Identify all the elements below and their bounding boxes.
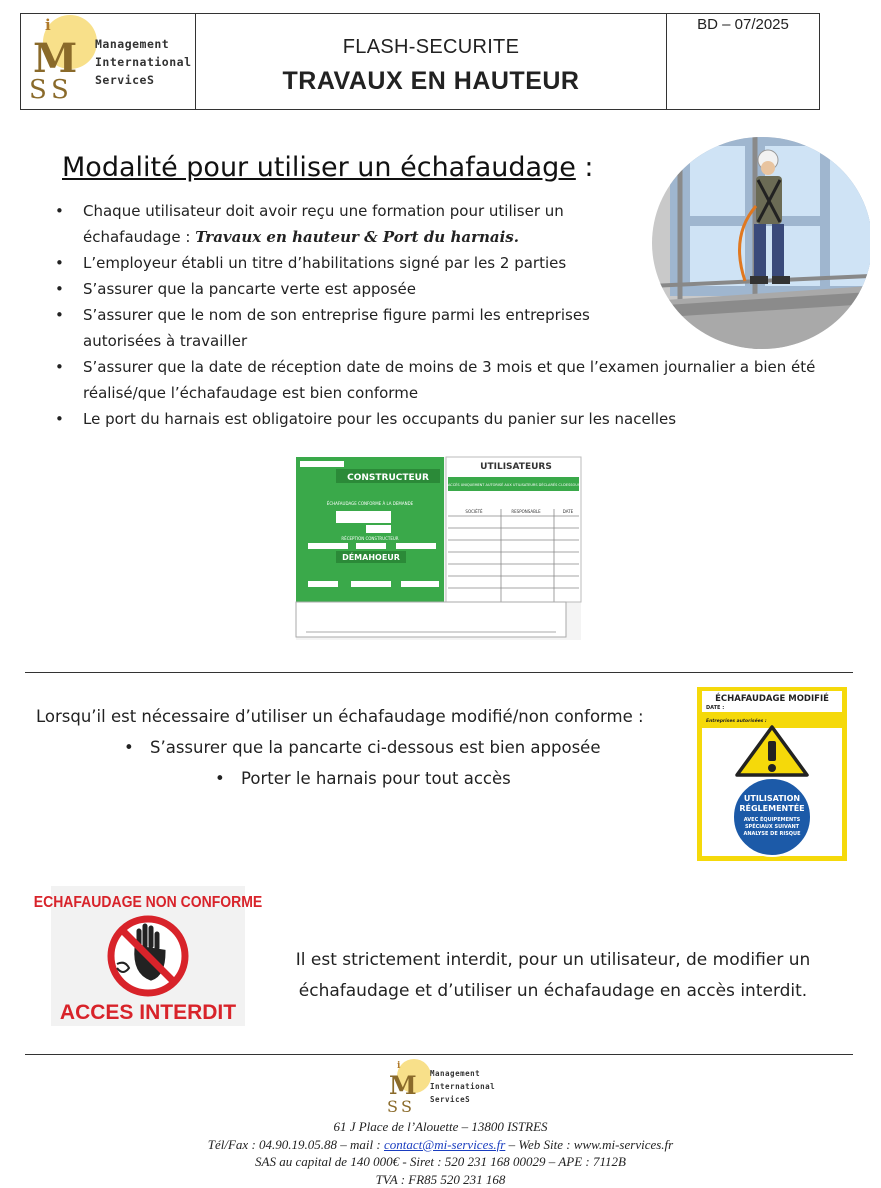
header-title-cell <box>196 14 667 109</box>
sign-circle-line1: UTILISATION <box>743 794 801 803</box>
header-logo-cell <box>21 14 196 109</box>
svg-text:S: S <box>401 1097 412 1116</box>
list-item-text: S’assurer que la pancarte verte est apposée <box>83 280 417 298</box>
footer-logo <box>386 1058 506 1118</box>
footer-logo-text-3: ServiceS <box>430 1094 471 1104</box>
logo-text-1: Management <box>95 37 170 51</box>
list-item-text: S’assurer que la date de réception date de moins de 3 mois et que l’examen journalier a bien été réalisé/que l’échafaudage est bien conforme <box>83 358 816 402</box>
section2-intro: Lorsqu’il est nécessaire d’utiliser un échafaudage modifié/non conforme : <box>36 707 644 726</box>
svg-text:S: S <box>387 1097 398 1116</box>
section3-text <box>268 945 838 1007</box>
list-item-emphasis: Travaux en hauteur & Port du harnais. <box>195 228 519 246</box>
footer-logo-text-1: Management <box>430 1069 481 1078</box>
list-item-text: Chaque utilisateur doit avoir reçu une formation pour utiliser un échafaudage : <box>83 202 564 246</box>
form-col1: SOCIÉTÉ <box>465 509 483 514</box>
footer-email-link[interactable]: contact@mi-services.fr <box>383 1136 506 1152</box>
access-forbidden-sign-image <box>33 886 263 1026</box>
company-logo <box>27 14 192 110</box>
footer-logo-text-2: International <box>430 1081 496 1091</box>
form-col2: RESPONSABLE <box>511 509 541 514</box>
sign-circle-line5: ANALYSE DE RISQUE <box>743 831 801 837</box>
form-right-sub: ACCÈS UNIQUEMENT AUTORISÉ AUX UTILISATEURS DÉCLARÉS CI-DESSOUS <box>447 483 581 487</box>
form-left-title: CONSTRUCTEUR <box>347 473 429 483</box>
header-table <box>20 13 820 110</box>
section2-bullet-2: • Porter le harnais pour tout accès <box>241 769 511 788</box>
sign-bottom-text: ACCES INTERDIT <box>59 1001 237 1024</box>
list-item <box>55 406 828 432</box>
footer-contact-prefix: Tél/Fax : 04.90.19.05.88 – mail : <box>207 1136 384 1152</box>
svg-text:S: S <box>51 75 69 105</box>
modified-scaffold-sign-image <box>697 687 847 861</box>
section3-text-line1: Il est strictement interdit, pour un utilisateur, de modifier un <box>295 950 811 970</box>
form-left-sub2: RÉCEPTION CONSTRUCTEUR <box>341 536 399 541</box>
footer-address: 61 J Place de l’Alouette – 13800 ISTRES <box>333 1119 548 1134</box>
footer-tva: TVA : FR85 520 231 168 <box>375 1171 506 1187</box>
sign-field-date: DATE : <box>706 705 725 711</box>
footer-info <box>0 1118 881 1188</box>
sign-title: ÉCHAFAUDAGE MODIFIÉ <box>715 694 829 704</box>
form-left-title2: DÉMAHOEUR <box>342 553 400 562</box>
footer-logo-mark-icon <box>386 1058 430 1118</box>
scaffold-inspection-form-image <box>296 457 581 640</box>
scaffold-worker-illustration <box>650 136 870 350</box>
footer-contact-suffix: – Web Site : www.mi-services.fr <box>505 1136 674 1152</box>
list-item-text: S’assurer que le nom de son entreprise figure parmi les entreprises autorisées à travailler <box>83 306 590 350</box>
svg-text:S: S <box>29 75 47 105</box>
header-reference-cell <box>667 14 819 109</box>
logo-text-3: ServiceS <box>95 72 155 87</box>
footer-contact <box>0 1136 881 1154</box>
logo-mark-icon <box>27 14 97 110</box>
svg-text:M: M <box>33 35 78 82</box>
form-right-title: UTILISATEURS <box>480 462 552 472</box>
list-item-text: Le port du harnais est obligatoire pour les occupants du panier sur les nacelles <box>83 410 677 428</box>
list-item <box>55 302 603 354</box>
sign-circle-line2: RÉGLEMENTÉE <box>739 804 805 813</box>
sign-circle-line3: AVEC ÉQUIPEMENTS <box>743 817 801 823</box>
list-item-text: L’employeur établi un titre d’habilitations signé par les 2 parties <box>83 254 567 272</box>
list-item <box>55 354 828 406</box>
footer-company: SAS au capital de 140 000€ - Siret : 520 231 168 00029 – APE : 7112B <box>255 1154 626 1169</box>
list-item <box>55 198 603 250</box>
section2-bullet-1: • S’assurer que la pancarte ci-dessous est bien apposée <box>150 738 600 757</box>
svg-text:M: M <box>389 1071 417 1100</box>
sign-circle-line4: SPÉCIAUX SUIVANT <box>744 824 800 830</box>
svg-text:i: i <box>397 1061 401 1071</box>
section3-text-line2: échafaudage et d’utiliser un échafaudage en accès interdit. <box>298 981 808 1001</box>
document-reference: BD – 07/2025 <box>697 16 789 33</box>
logo-text-2: International <box>95 54 192 69</box>
header-title-line2: TRAVAUX EN HAUTEUR <box>282 67 580 95</box>
sign-top-text: ECHAFAUDAGE NON CONFORME <box>33 894 263 912</box>
form-left-sub1: ÉCHAFAUDAGE CONFORME À LA DEMANDE <box>326 501 414 506</box>
list-item <box>55 276 603 302</box>
form-col3: DATE <box>562 509 574 514</box>
list-item <box>55 250 603 276</box>
section1-title <box>62 152 594 183</box>
section1-title-text: Modalité pour utiliser un échafaudage <box>62 152 576 183</box>
sign-field-companies: Entreprises autorisées : <box>706 719 767 724</box>
footer-divider <box>25 1054 853 1055</box>
header-title-line1: FLASH-SECURITE <box>342 36 520 58</box>
svg-text:i: i <box>45 16 51 34</box>
section1-title-colon: : <box>575 152 594 183</box>
section-divider <box>25 672 853 673</box>
